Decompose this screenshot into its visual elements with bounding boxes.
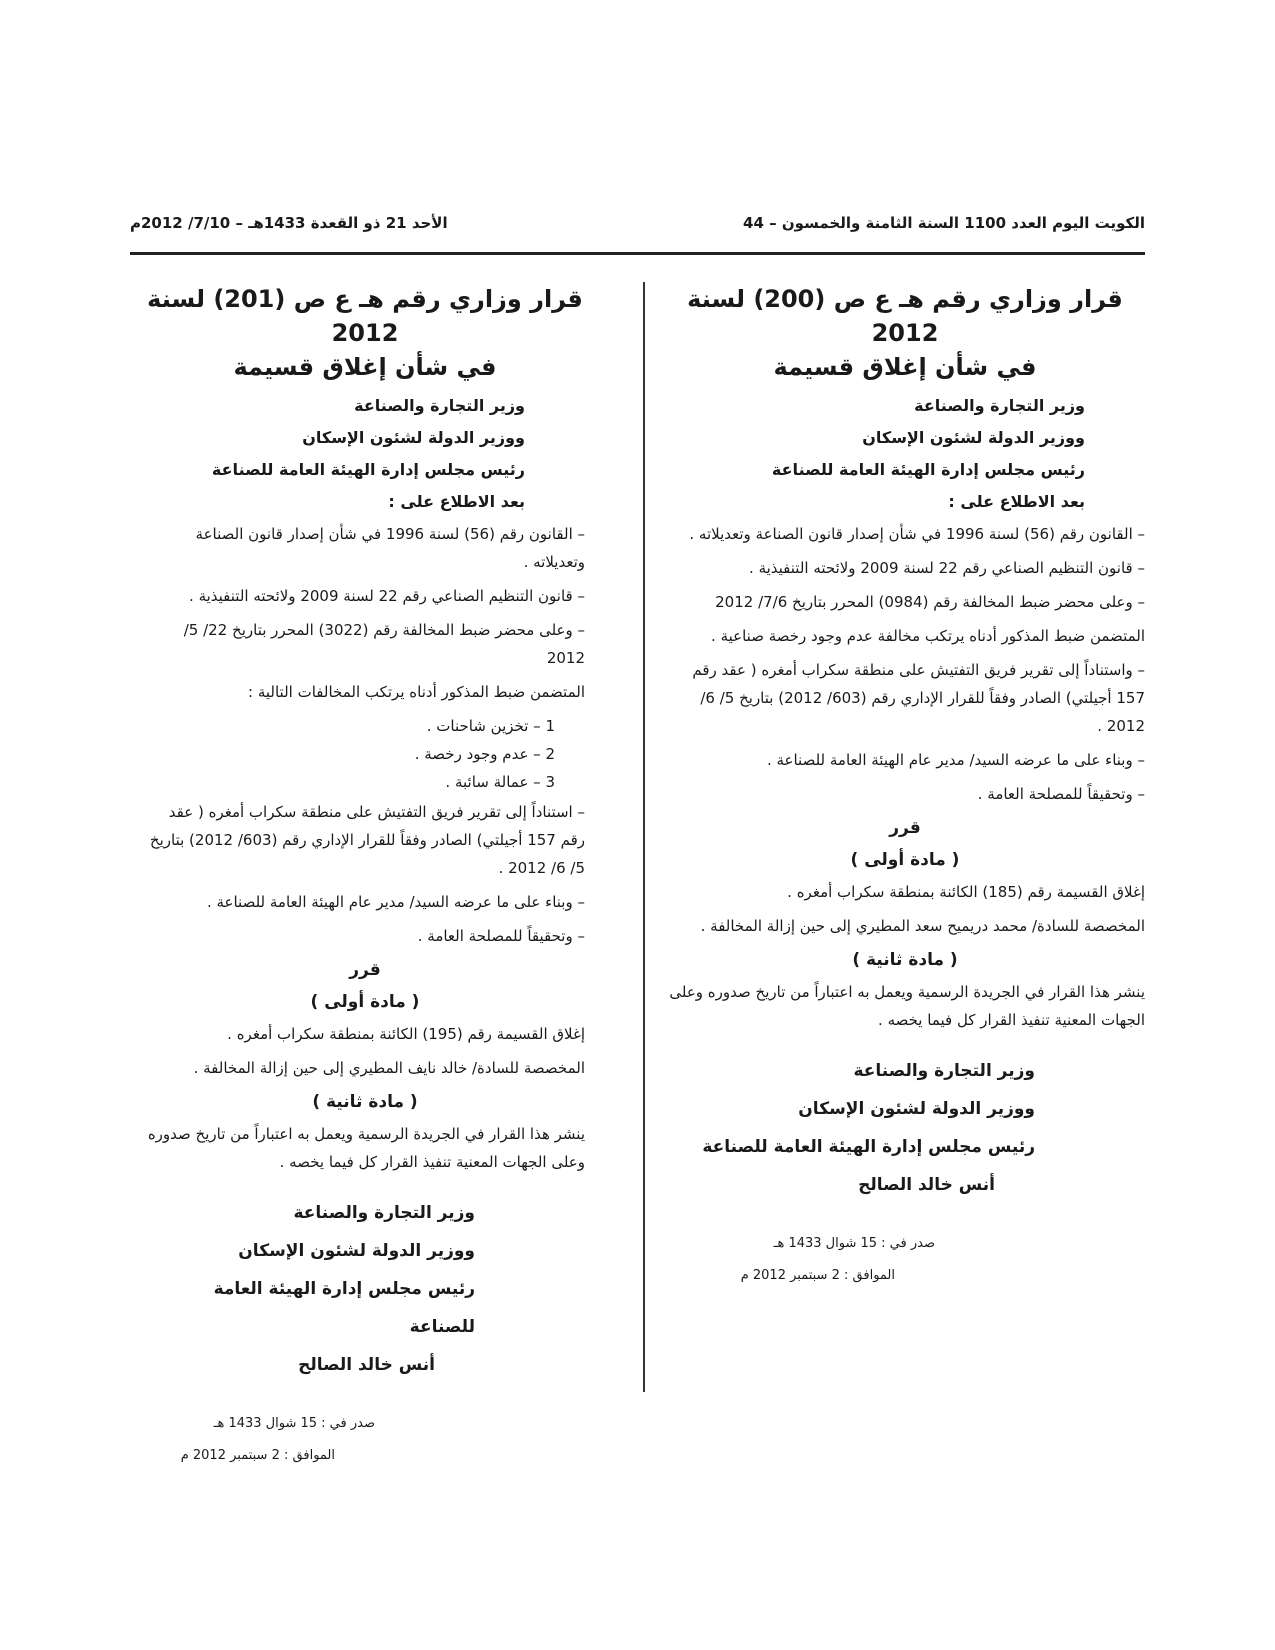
authority-line: رئيس مجلس إدارة الهيئة العامة للصناعة (771, 460, 1085, 479)
running-header (130, 214, 1145, 242)
preamble-item: – واستناداً إلى تقرير فريق التفتيش على منطقة سكراب أمغره ( عقد رقم 157 أجيلتي) الصادر وفقاً للقرار الإداري رقم (603/ 2012) بتاريخ 5/ 6/ 2012 . (692, 661, 1145, 735)
authority-line: رئيس مجلس إدارة الهيئة العامة للصناعة (211, 460, 525, 479)
article-2-heading: ( مادة ثانية ) (312, 1092, 418, 1112)
authority-line: ووزير الدولة لشئون الإسكان (302, 428, 525, 447)
preamble-item: – القانون رقم (56) لسنة 1996 في شأن إصدار قانون الصناعة وتعديلاته . (195, 525, 585, 571)
article-1-heading: ( مادة أولى ) (850, 850, 960, 870)
signature-line: وزير التجارة والصناعة (293, 1203, 475, 1223)
decree-subtitle: في شأن إغلاق قسيمة (773, 353, 1037, 381)
decree-title: قرار وزاري رقم هـ ع ص (201) لسنة 2012 (147, 285, 583, 347)
preamble-item: – وبناء على ما عرضه السيد/ مدير عام الهيئة العامة للصناعة . (766, 751, 1145, 769)
decided-heading: قرر (349, 960, 381, 980)
article-2-text: ينشر هذا القرار في الجريدة الرسمية ويعمل به اعتباراً من تاريخ صدوره وعلى الجهات المعنية تنفيذ القرار كل فيما يخصه . (669, 983, 1145, 1029)
violation-item: 3 – عمالة سائبة . (445, 773, 555, 791)
header-rule (130, 252, 1145, 255)
decree-200 (665, 282, 1145, 1292)
decree-subtitle: في شأن إغلاق قسيمة (233, 353, 497, 381)
column-divider (643, 282, 645, 1392)
issue-date: الأحد 21 ذو القعدة 1433هـ – 7/10/ 2012م (130, 214, 448, 232)
preamble-item: – القانون رقم (56) لسنة 1996 في شأن إصدار قانون الصناعة وتعديلاته . (689, 525, 1145, 543)
article-1-text: إغلاق القسيمة رقم (185) الكائنة بمنطقة سكراب أمغره . (787, 883, 1145, 901)
preamble-item: – وعلى محضر ضبط المخالفة رقم (0984) المحرر بتاريخ 7/6/ 2012 (715, 593, 1145, 611)
preamble-item: – قانون التنظيم الصناعي رقم 22 لسنة 2009 ولائحته التنفيذية . (189, 587, 585, 605)
violation-item: 1 – تخزين شاحنات . (426, 717, 555, 735)
decree-title: قرار وزاري رقم هـ ع ص (200) لسنة 2012 (687, 285, 1123, 347)
preamble-item: – وتحقيقاً للمصلحة العامة . (977, 785, 1145, 803)
issued-date: صدر في : 15 شوال 1433 هـ (213, 1416, 375, 1431)
corresponding-date: الموافق : 2 سبتمبر 2012 م (740, 1268, 895, 1283)
signature-block (665, 1052, 1145, 1204)
signature-line: رئيس مجلس إدارة الهيئة العامة للصناعة (702, 1137, 1035, 1157)
signatory-name: أنس خالد الصالح (298, 1355, 435, 1375)
article-2-text: ينشر هذا القرار في الجريدة الرسمية ويعمل به اعتباراً من تاريخ صدوره وعلى الجهات المعنية تنفيذ القرار كل فيما يخصه . (147, 1125, 585, 1171)
authority-line: بعد الاطلاع على : (388, 492, 525, 511)
preamble-item: – قانون التنظيم الصناعي رقم 22 لسنة 2009 ولائحته التنفيذية . (749, 559, 1145, 577)
issued-date: صدر في : 15 شوال 1433 هـ (773, 1236, 935, 1251)
article-1-text: إغلاق القسيمة رقم (195) الكائنة بمنطقة سكراب أمغره . (227, 1025, 585, 1043)
preamble-item: – وتحقيقاً للمصلحة العامة . (417, 927, 585, 945)
issue-info: الكويت اليوم العدد 1100 السنة الثامنة والخمسون – 44 (743, 214, 1145, 232)
decided-heading: قرر (889, 818, 921, 838)
decree-201 (145, 282, 585, 1472)
authority-line: وزير التجارة والصناعة (914, 396, 1085, 415)
signature-block (145, 1194, 585, 1384)
authority-line: وزير التجارة والصناعة (354, 396, 525, 415)
authority-line: ووزير الدولة لشئون الإسكان (862, 428, 1085, 447)
corresponding-date: الموافق : 2 سبتمبر 2012 م (180, 1448, 335, 1463)
signature-line: وزير التجارة والصناعة (853, 1061, 1035, 1081)
article-2-heading: ( مادة ثانية ) (852, 950, 958, 970)
signatory-name: أنس خالد الصالح (858, 1175, 995, 1195)
authority-line: بعد الاطلاع على : (948, 492, 1085, 511)
article-1-heading: ( مادة أولى ) (310, 992, 420, 1012)
article-1-text: المخصصة للسادة/ خالد نايف المطيري إلى حين إزالة المخالفة . (193, 1059, 585, 1077)
issue-dates (145, 1408, 585, 1472)
signature-line: رئيس مجلس إدارة الهيئة العامة للصناعة (213, 1279, 475, 1337)
preamble-item: المتضمن ضبط المذكور أدناه يرتكب المخالفات التالية : (248, 683, 585, 701)
preamble-item: – وبناء على ما عرضه السيد/ مدير عام الهيئة العامة للصناعة . (206, 893, 585, 911)
signature-line: ووزير الدولة لشئون الإسكان (238, 1241, 475, 1261)
preamble-item: المتضمن ضبط المذكور أدناه يرتكب مخالفة عدم وجود رخصة صناعية . (711, 627, 1145, 645)
preamble-item: – وعلى محضر ضبط المخالفة رقم (3022) المحرر بتاريخ 22/ 5/ 2012 (183, 621, 585, 667)
signature-line: ووزير الدولة لشئون الإسكان (798, 1099, 1035, 1119)
article-1-text: المخصصة للسادة/ محمد دريميح سعد المطيري إلى حين إزالة المخالفة . (700, 917, 1145, 935)
issue-dates (665, 1228, 1145, 1292)
violation-item: 2 – عدم وجود رخصة . (414, 745, 555, 763)
preamble-item: – استناداً إلى تقرير فريق التفتيش على منطقة سكراب أمغره ( عقد رقم 157 أجيلتي) الصادر وفقاً للقرار الإداري رقم (603/ 2012) بتاريخ 5/ 6/ 2012 . (149, 803, 585, 877)
